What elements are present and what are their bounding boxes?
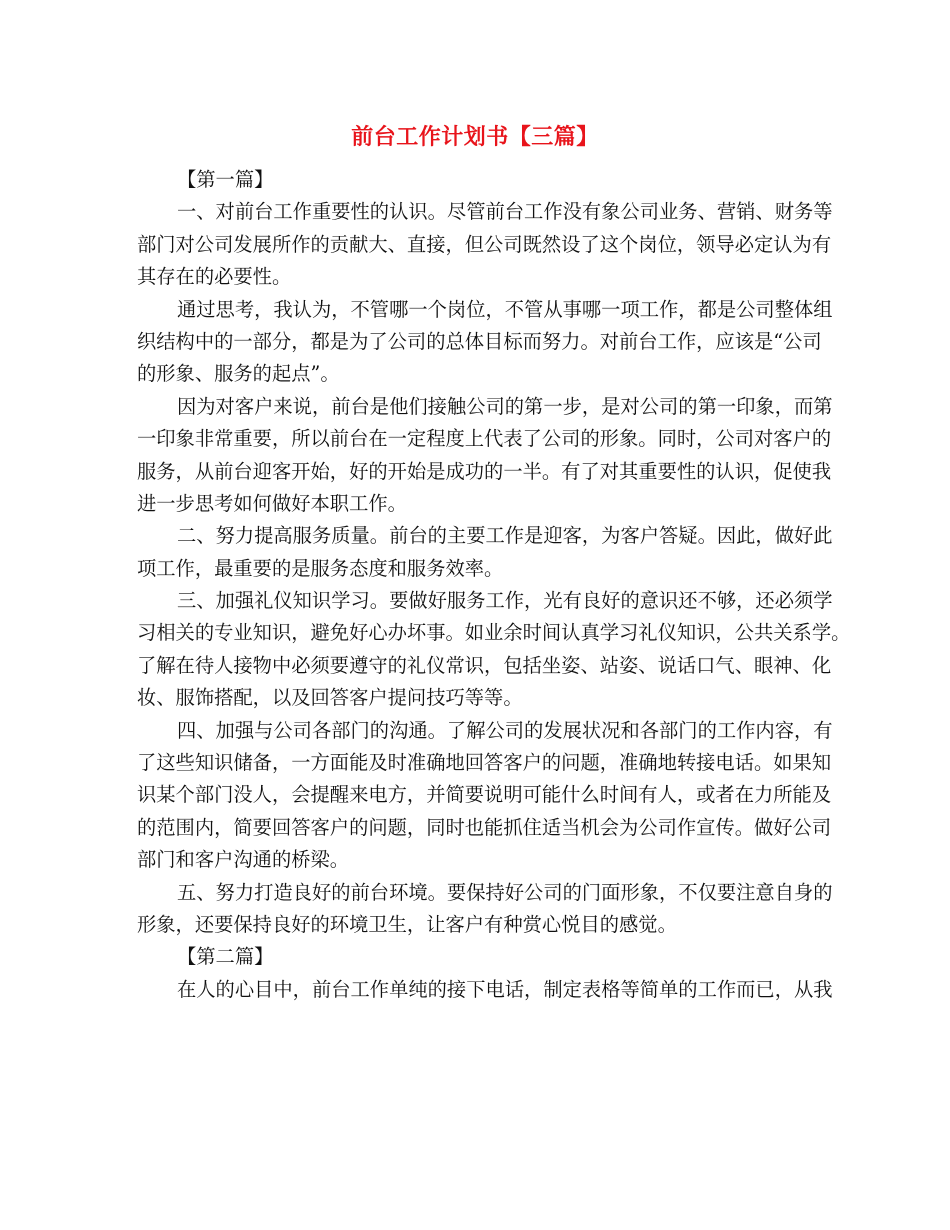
text-line: 一印象非常重要，所以前台在一定程度上代表了公司的形象。同时，公司对客户的 xyxy=(137,427,832,451)
text-line: 因为对客户来说，前台是他们接触公司的第一步，是对公司的第一印象，而第 xyxy=(177,394,833,418)
paragraph xyxy=(137,391,833,521)
text-line: 【第一篇】 xyxy=(177,168,274,191)
paragraph xyxy=(137,974,833,1006)
text-line: 习相关的专业知识，避免好心办坏事。如业余时间认真学习礼仪知识，公共关系学。 xyxy=(137,621,851,645)
text-line: 一、对前台工作重要性的认识。尽管前台工作没有象公司业务、营销、财务等 xyxy=(177,200,833,224)
document-body xyxy=(137,164,851,1006)
text-line: 【第二篇】 xyxy=(177,945,274,969)
text-line: 了这些知识储备，一方面能及时准确地回答客户的问题，准确地转接电话。如果知 xyxy=(137,751,832,775)
paragraph xyxy=(137,294,833,391)
section-heading xyxy=(137,164,812,196)
text-line: 进一步思考如何做好本职工作。 xyxy=(137,491,407,515)
paragraph xyxy=(137,715,833,877)
text-line: 部门对公司发展所作的贡献大、直接，但公司既然设了这个岗位，领导必定认为有 xyxy=(137,232,832,256)
text-line: 四、加强与公司各部门的沟通。了解公司的发展状况和各部门的工作内容，有 xyxy=(177,718,833,742)
text-line: 项工作，最重要的是服务态度和服务效率。 xyxy=(137,556,504,580)
text-line: 三、加强礼仪知识学习。要做好服务工作，光有良好的意识还不够，还必须学 xyxy=(177,589,833,613)
text-line: 二、努力提高服务质量。前台的主要工作是迎客，为客户答疑。因此，做好此 xyxy=(177,524,833,548)
paragraph xyxy=(137,585,851,715)
text-line: 通过思考，我认为，不管哪一个岗位，不管从事哪一项工作，都是公司整体组 xyxy=(177,297,833,321)
text-line: 妆、服饰搭配，以及回答客户提问技巧等等。 xyxy=(137,686,523,710)
paragraph xyxy=(137,877,833,942)
text-line: 五、努力打造良好的前台环境。要保持好公司的门面形象，不仅要注意自身的 xyxy=(177,880,833,904)
text-line: 其存在的必要性。 xyxy=(137,265,292,289)
section-heading xyxy=(137,941,812,973)
text-line: 的范围内，简要回答客户的问题，同时也能抓住适当机会为公司作宣传。做好公司 xyxy=(137,815,832,839)
text-line: 的形象、服务的起点”。 xyxy=(137,362,340,386)
paragraph xyxy=(137,520,833,585)
text-line: 部门和客户沟通的桥梁。 xyxy=(137,848,350,872)
text-line: 织结构中的一部分，都是为了公司的总体目标而努力。对前台工作，应该是“公司 xyxy=(137,329,822,353)
text-line: 识某个部门没人，会提醒来电方，并简要说明可能什么时间有人，或者在力所能及 xyxy=(137,783,832,807)
text-line: 在人的心目中，前台工作单纯的接下电话，制定表格等简单的工作而已，从我 xyxy=(177,977,833,1001)
document-title: 前台工作计划书【三篇】 xyxy=(351,124,599,150)
paragraph xyxy=(137,196,833,293)
text-line: 形象，还要保持良好的环境卫生，让客户有种赏心悦目的感觉。 xyxy=(137,912,677,936)
text-line: 服务，从前台迎客开始，好的开始是成功的一半。有了对其重要性的认识，促使我 xyxy=(137,459,832,483)
text-line: 了解在待人接物中必须要遵守的礼仪常识，包括坐姿、站姿、说话口气、眼神、化 xyxy=(137,653,832,677)
